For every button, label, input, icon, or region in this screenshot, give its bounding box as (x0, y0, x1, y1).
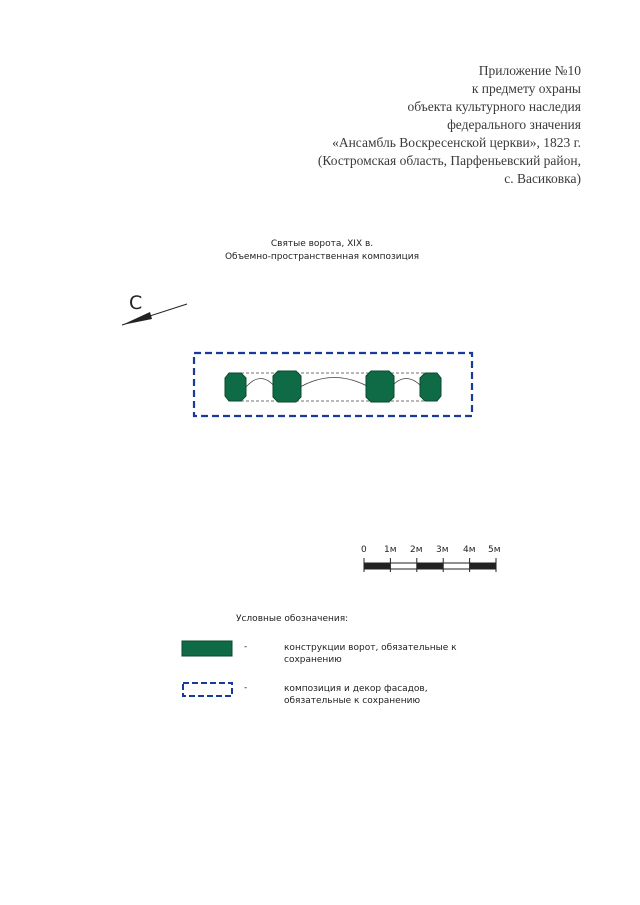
gate-pillar (225, 373, 246, 401)
legend-item-text (284, 642, 504, 666)
scale-label: 0 (361, 545, 367, 555)
gate-pillar (420, 373, 441, 401)
scale-bar (364, 558, 496, 572)
gate-pillar (273, 371, 301, 402)
legend-item-line: конструкции ворот, обязательные к (284, 643, 457, 653)
header-line: объекта культурного наследия (407, 99, 581, 114)
legend-item-line: сохранению (284, 655, 342, 665)
legend-blue-dashed-swatch (183, 683, 232, 696)
drawing-title-line-1: Святые ворота, XIX в. (270, 239, 374, 249)
header-line: к предмету охраны (471, 81, 581, 96)
drawing-title-line-2: Объемно-пространственная композиция (224, 252, 420, 262)
scale-label: 2м (410, 545, 423, 555)
legend-green-swatch (182, 641, 232, 656)
header-line: Приложение №10 (478, 63, 581, 78)
header-line: федерального значения (447, 117, 581, 132)
gate-pillars (225, 371, 441, 402)
gate-pillar (366, 371, 394, 402)
legend-dash: - (244, 683, 248, 693)
scale-label: 4м (463, 545, 476, 555)
header-line: с. Васиковка) (504, 171, 581, 186)
scale-label: 5м (488, 545, 501, 555)
north-label: С (129, 292, 143, 314)
north-arrow-icon (122, 304, 187, 325)
gate-outline (236, 373, 431, 401)
scale-label: 1м (384, 545, 397, 555)
legend-dash: - (244, 642, 248, 652)
legend-item-line: композиция и декор фасадов, (284, 684, 428, 694)
header-line: «Ансамбль Воскресенской церкви», 1823 г. (332, 135, 581, 150)
legend-title: Условные обозначения: (236, 614, 349, 624)
header-line: (Костромская область, Парфеньевский район, (317, 153, 581, 168)
scale-label: 3м (436, 545, 449, 555)
legend-item-text (284, 683, 504, 707)
legend-item-line: обязательные к сохранению (284, 696, 421, 706)
